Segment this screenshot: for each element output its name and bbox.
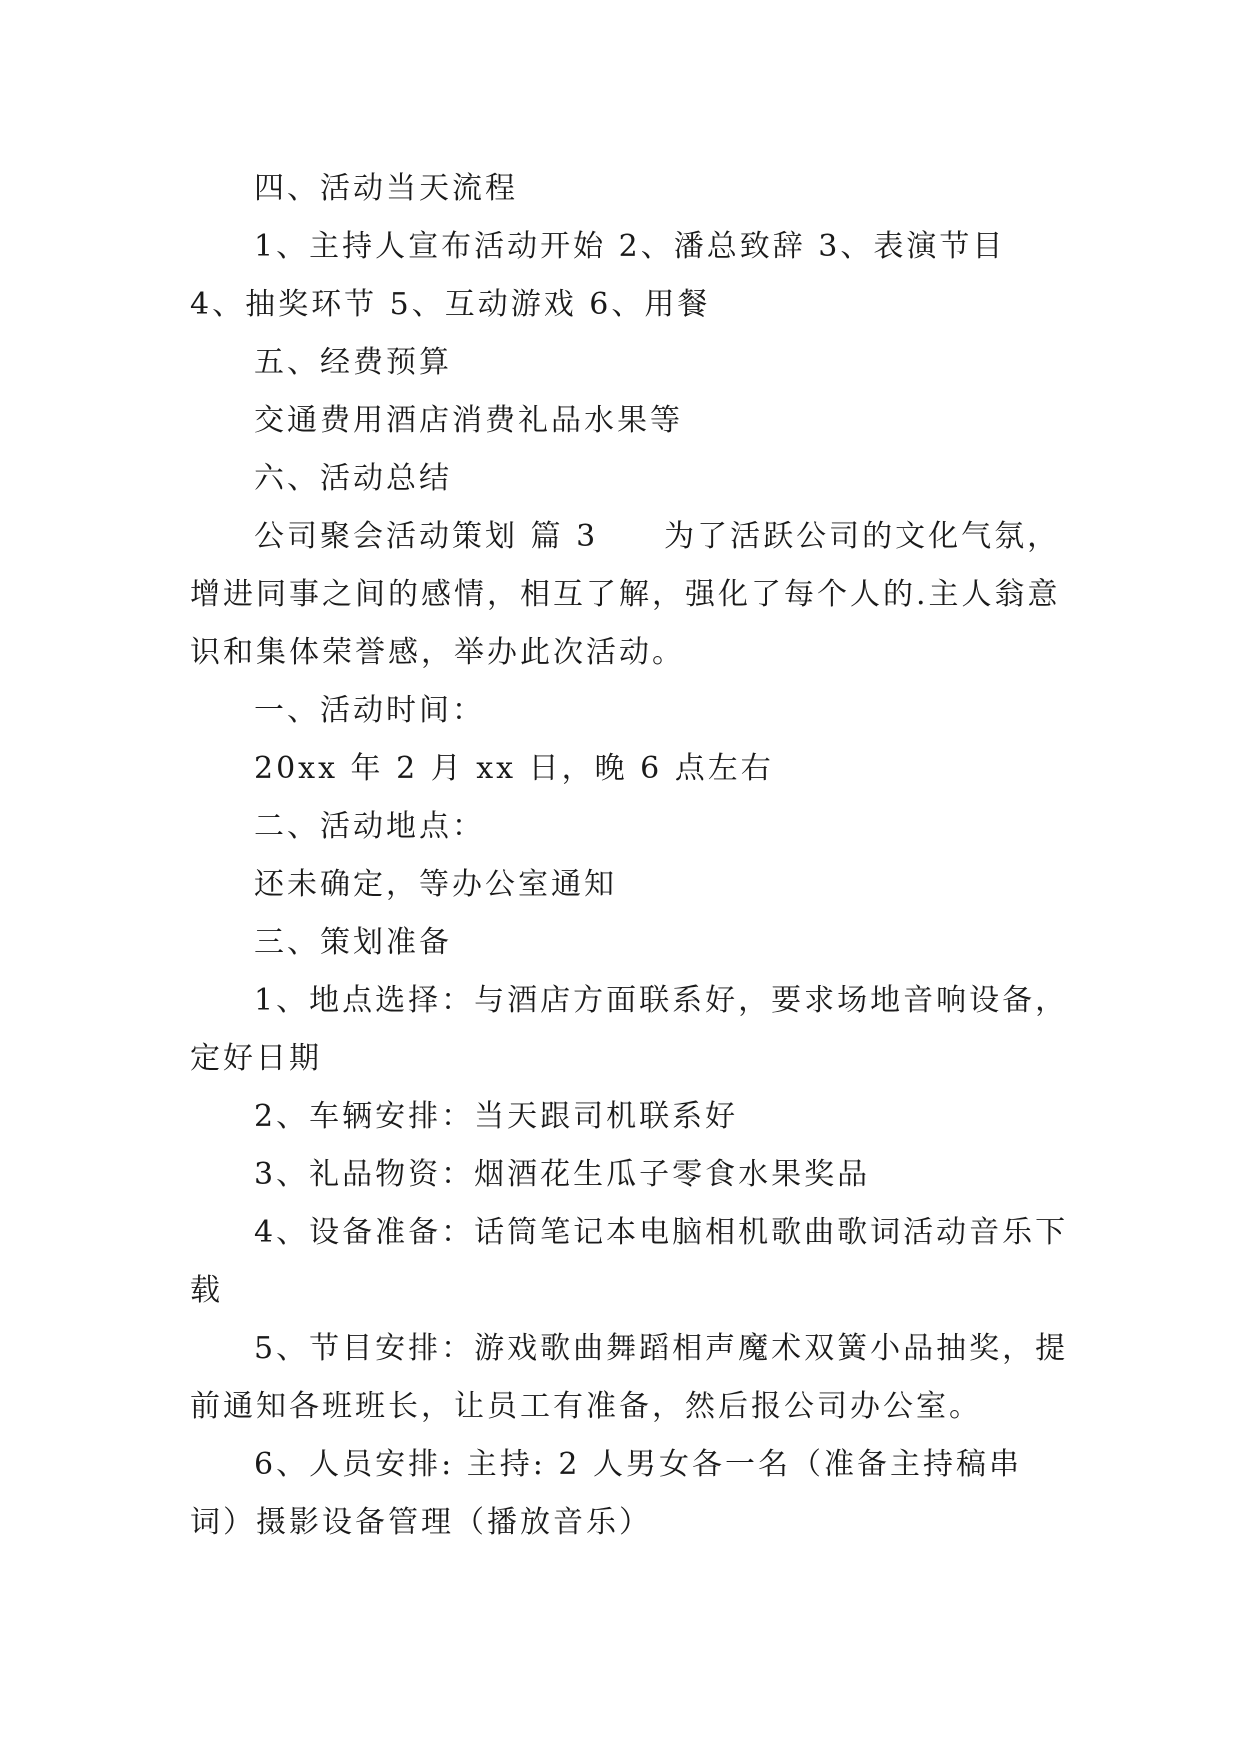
paragraph-staffing: 6、人员安排: 主持: 2 人男女各一名（准备主持稿串词）摄影设备管理（播放音乐） [190, 1447, 1022, 1540]
heading-preparation: 三、策划准备 [254, 925, 452, 960]
heading-day-schedule: 四、活动当天流程 [254, 171, 518, 206]
paragraph-location: 还未确定，等办公室通知 [254, 867, 617, 902]
paragraph-equipment: 4、设备准备：话筒笔记本电脑相机歌曲歌词活动音乐下载 [190, 1215, 1069, 1308]
document-body [190, 160, 1070, 1552]
paragraph-budget-items: 交通费用酒店消费礼品水果等 [254, 403, 683, 438]
heading-location: 二、活动地点： [254, 809, 485, 844]
paragraph-time: 20xx 年 2 月 xx 日，晚 6 点左右 [254, 751, 774, 786]
paragraph-programs: 5、节目安排：游戏歌曲舞蹈相声魔术双簧小品抽奖，提前通知各班班长，让员工有准备，然后报公司办公室。 [190, 1331, 1069, 1424]
paragraph-vehicles: 2、车辆安排：当天跟司机联系好 [254, 1099, 739, 1134]
paragraph-venue: 1、地点选择：与酒店方面联系好，要求场地音响设备，定好日期 [190, 983, 1069, 1076]
heading-budget: 五、经费预算 [254, 345, 452, 380]
heading-time: 一、活动时间： [254, 693, 485, 728]
paragraph-schedule-steps: 1、主持人宣布活动开始 2、潘总致辞 3、表演节目 4、抽奖环节 5、互动游戏 6、用餐 [190, 229, 1006, 322]
paragraph-plan-intro: 公司聚会活动策划 篇 3 为了活跃公司的文化气氛，增进同事之间的感情，相互了解，强化了每个人的.主人翁意识和集体荣誉感，举办此次活动。 [190, 519, 1061, 670]
heading-summary: 六、活动总结 [254, 461, 452, 496]
paragraph-gifts: 3、礼品物资：烟酒花生瓜子零食水果奖品 [254, 1157, 871, 1192]
